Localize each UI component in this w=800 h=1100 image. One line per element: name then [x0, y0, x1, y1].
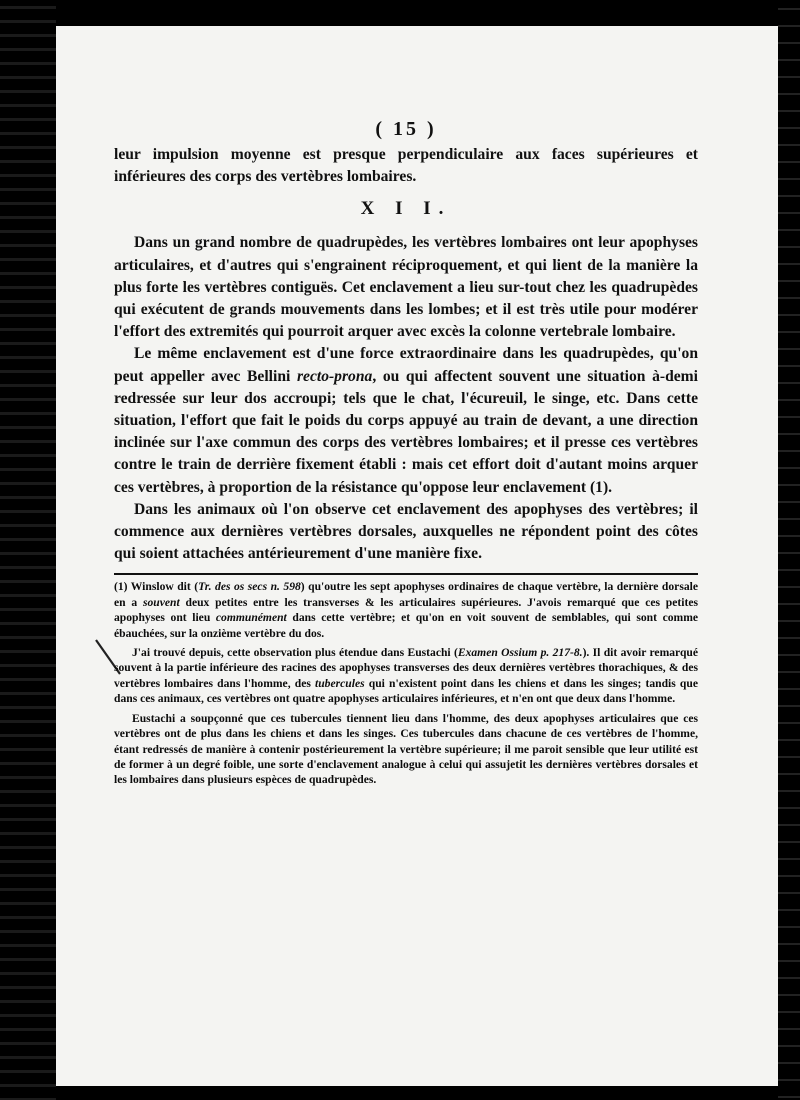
footnote-divider	[114, 573, 698, 575]
section-heading: X I I.	[360, 198, 452, 220]
footnote-1-italic-2: communément	[215, 611, 287, 625]
footnote-1-italic-1: souvent	[142, 595, 180, 609]
footnote-3: Eustachi a soupçonné que ces tubercules tiennent lieu dans l'homme, des deux apophyses articulaires que ces vertèbres ont de plus dans les chiens et dans les singes. Ces tubercules dans chacune de ces vertèbres de l'homme, étant redressés de manière à contenir postérieurement la vertèbre supérieure; il me paroit sensible que leur utilité est de former à un degré foible, une sorte d'enclavement analogue à celui qui assujetit les dernières vertèbres dorsales et les lombaires dans plusieurs espèces de quadrupèdes.	[114, 711, 698, 787]
footnote-2-ref: Examen Ossium p. 217-8.	[457, 646, 583, 660]
paragraph-2-italic: recto-prona	[296, 367, 373, 385]
paragraph-1: Dans un grand nombre de quadrupèdes, les vertèbres lombaires ont leur apophyses articulaires, et d'autres qui s'engrainent réciproquement, et qui lient de la manière la plus forte les vertèbres contiguës. Cet enclavement a lieu sur-tout chez les quadrupèdes qui exécutent de grands mouvements dans les lombes; et il est très utile pour modérer l'effort des extremités qui pourroit arquer avec excès la colonne vertebrale lombaire.	[114, 234, 698, 341]
paragraph-2	[114, 343, 698, 498]
scan-margin-right	[778, 0, 800, 1100]
document-page	[56, 26, 778, 1086]
footnote-1-ref: Tr. des os secs n. 598	[198, 580, 301, 594]
intro-paragraph: leur impulsion moyenne est presque perpendiculaire aux faces supérieures et inférieures des corps des vertèbres lombaires.	[114, 146, 698, 186]
paragraph-2-text-b: , ou qui affectent souvent une situation à-demi redressée sur leur dos accroupi; tels que le chat, l'écureuil, le singe, etc. Dans cette situation, l'effort que fait le poids du corps appuyé au train de devant, a une direction inclinée sur l'axe commun des corps des vertèbres lombaires; et il presse ces vertèbres contre le train de derrière fixement établi : mais cet effort doit d'autant moins arquer ces vertèbres, à proportion de la résistance qu'oppose leur enclavement (1).	[114, 367, 698, 496]
footnote-1-a: (1) Winslow dit (	[114, 580, 199, 594]
footnote-1-e: deux petites entre les transverses & les articulaires supérieures. J'avois remarqué que ces petites apophyses ont lieu	[114, 595, 698, 625]
footnote-1	[114, 579, 698, 641]
page-number: ( 15 )	[375, 118, 437, 140]
footnote-1-c: ) qu'outre les sept apophyses ordinaires de chaque vertèbre, la dernière dorsale en a	[114, 580, 698, 609]
paragraph-3: Dans les animaux où l'on observe cet enclavement des apophyses des vertèbres; il commence aux dernières vertèbres dorsales, auxquelles ne répondent point des côtes qui soient attachées antérieurement d'une manière fixe.	[114, 500, 698, 563]
scan-margin-left	[0, 0, 56, 1100]
paragraph-2-text-a: Le même enclavement est d'une force extraordinaire dans les quadrupèdes, qu'on peut appeller avec Bellini	[114, 345, 698, 385]
footnote-2-e: qui n'existent point dans les chiens et dans les singes; tandis que dans ces animaux, ces vertèbres ont quatre apophyses articulaires inférieures, et n'en ont que deux dans l'homme.	[114, 676, 698, 706]
footnote-1-g: dans cette vertèbre; et qu'on en voit souvent de semblables, qui sont comme ébauchées, sur la onzième vertèbre du dos.	[114, 611, 698, 640]
footnote-2-c: ). Il dit avoir remarqué souvent à la partie inférieure des racines des apophyses transverses des deux dernières vertèbres thorachiques, & des vertèbres lombaires dans l'homme, des	[114, 646, 699, 690]
main-text	[114, 144, 698, 565]
footnote-2	[114, 645, 698, 707]
footnote-2-italic: tubercules	[315, 676, 365, 690]
page-content	[114, 118, 698, 788]
footnote-2-a: J'ai trouvé depuis, cette observation plus étendue dans Eustachi (	[132, 646, 458, 660]
footnotes	[114, 579, 698, 787]
